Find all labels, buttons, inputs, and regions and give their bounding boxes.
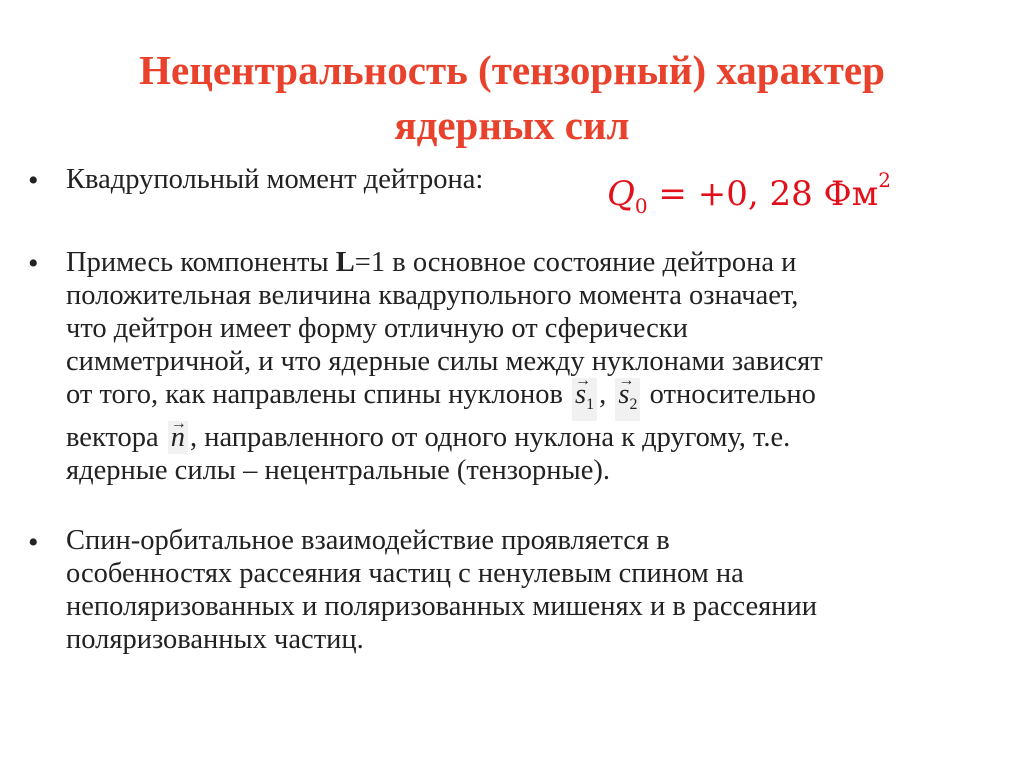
spin-vector-s2: → $s_2$: [615, 378, 640, 421]
bullet-marker-1: •: [28, 164, 39, 197]
item3-line-4: поляризованных частиц.: [66, 624, 364, 655]
bullet-item-2: [66, 246, 1006, 487]
direction-vector-n: → n: [168, 421, 188, 454]
bullet-marker-3: •: [28, 526, 39, 559]
formula-superscript: 2: [878, 168, 891, 192]
l-symbol: L: [335, 247, 355, 278]
item2-line-4: симметричной, и что ядерные силы между нуклонами зависят: [66, 346, 823, 377]
bullet-marker-2: •: [28, 247, 39, 280]
item3-line-1: Спин-орбитальное взаимодействие проявляется в: [66, 525, 670, 556]
slide-title: [0, 43, 1024, 153]
spin-vector-s1: → $s_1$: [572, 378, 597, 421]
item3-line-3: неполяризованных и поляризованных мишенях и в рассеянии: [66, 591, 818, 622]
bullet-item-3: [66, 524, 1006, 656]
item2-line-5: от того, как направлены спины нуклонов → $s_1$ , → $s_2$ относительно: [66, 378, 1006, 421]
item2-line-1: Примесь компоненты L=1 в основное состояние дейтрона и: [66, 247, 797, 278]
item2-line-6: вектора → n , направленного от одного нуклона к другому, т.е.: [66, 421, 1006, 454]
formula-symbol: Q: [607, 174, 635, 214]
item2-line-2: положительная величина квадрупольного момента означает,: [66, 280, 799, 311]
formula-value: = +0, 28 Фм: [647, 174, 879, 214]
quadrupole-moment-label: Квадрупольный момент дейтрона:: [66, 164, 484, 195]
item2-line-7: ядерные силы – нецентральные (тензорные).: [66, 455, 610, 486]
item3-line-2: особенностях рассеяния частиц с ненулевым спином на: [66, 558, 744, 589]
item2-line-3: что дейтрон имеет форму отличную от сферически: [66, 313, 688, 344]
slide-title-line-1: Нецентральность (тензорный) характер: [139, 47, 885, 93]
quadrupole-formula: [607, 160, 891, 226]
slide-title-line-2: ядерных сил: [394, 102, 630, 148]
formula-subscript: 0: [634, 194, 648, 218]
